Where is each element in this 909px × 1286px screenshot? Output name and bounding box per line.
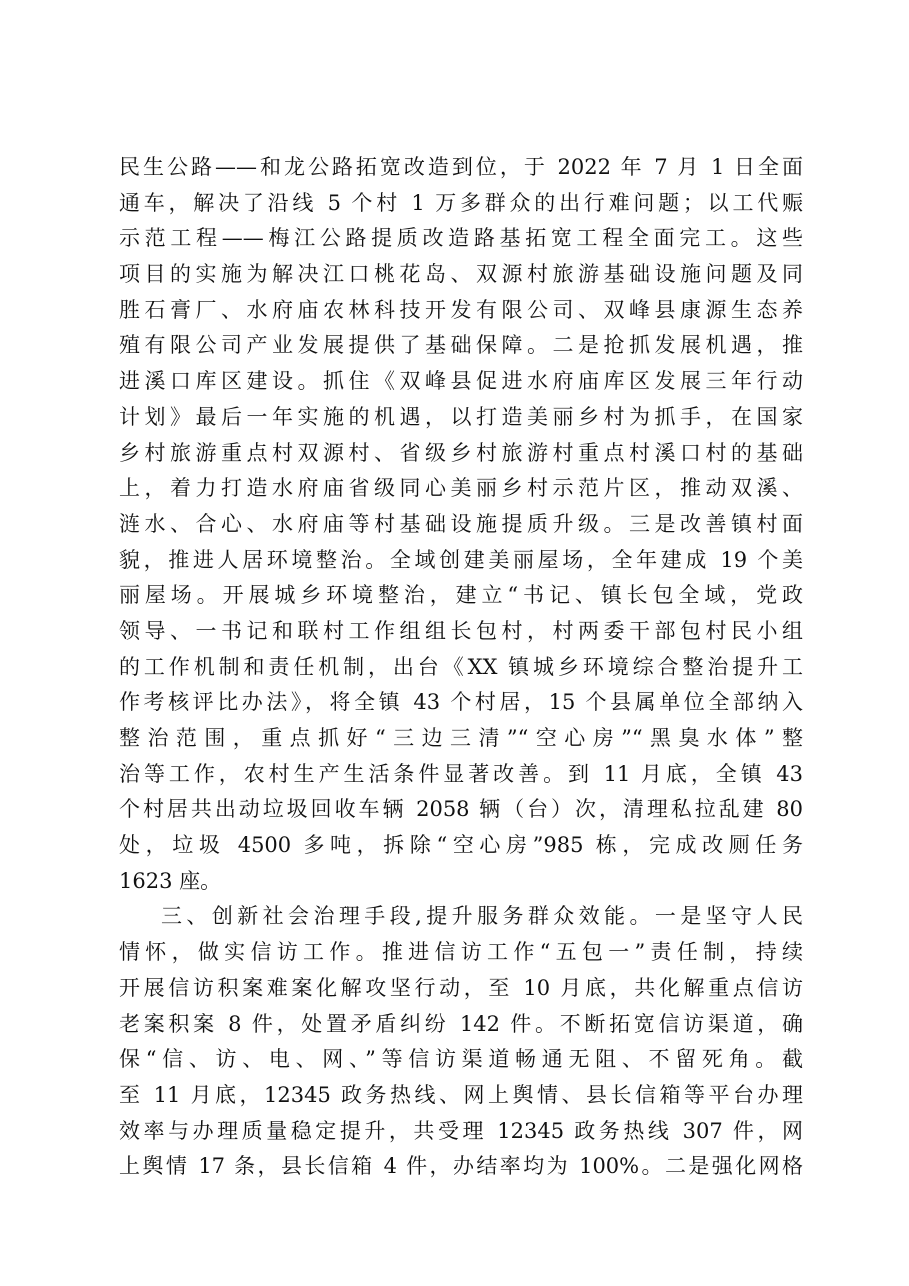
text-line: 示范工程——梅江公路提质改造路基拓宽工程全面完工。这些 <box>119 226 803 251</box>
text-line: 保“信、访、电、网、”等信访渠道畅通无阻、不留死角。截 <box>119 1047 803 1072</box>
text-line: 乡村旅游重点村双源村、省级乡村旅游村重点村溪口村的基础 <box>119 440 803 465</box>
text-line: 治等工作，农村生产生活条件显著改善。到 11 月底，全镇 43 <box>119 761 803 786</box>
text-line: 作考核评比办法》，将全镇 43 个村居，15 个县属单位全部纳入 <box>119 690 803 715</box>
text-line: 貌，推进人居环境整治。全域创建美丽屋场，全年建成 19 个美 <box>119 547 803 572</box>
paragraph-end-line: 1623 座。 <box>119 868 222 893</box>
text-line: 上舆情 17 条，县长信箱 4 件，办结率均为 100%。二是强化网格 <box>119 1154 803 1179</box>
text-line: 处，垃圾 4500 多吨，拆除“空心房”985 栋，完成改厕任务 <box>119 833 803 858</box>
text-line: 的工作机制和责任机制，出台《XX 镇城乡环境综合整治提升工 <box>119 654 803 679</box>
text-line: 个村居共出动垃圾回收车辆 2058 辆（台）次，清理私拉乱建 80 <box>119 797 803 822</box>
text-line: 老案积案 8 件，处置矛盾纠纷 142 件。不断拓宽信访渠道，确 <box>119 1011 803 1036</box>
text-line: 计划》最后一年实施的机遇，以打造美丽乡村为抓手，在国家 <box>119 404 803 429</box>
text-line: 项目的实施为解决江口桃花岛、双源村旅游基础设施问题及同 <box>119 262 803 287</box>
text-line: 殖有限公司产业发展提供了基础保障。二是抢抓发展机遇，推 <box>119 333 803 358</box>
text-line: 整治范围，重点抓好“三边三清”“空心房”“黑臭水体”整 <box>119 726 803 750</box>
text-line: 领导、一书记和联村工作组组长包村，村两委干部包村民小组 <box>119 618 803 643</box>
text-line: 情怀，做实信访工作。推进信访工作“五包一”责任制，持续 <box>119 940 803 965</box>
text-line: 涟水、合心、水府庙等村基础设施提质升级。三是改善镇村面 <box>119 511 803 536</box>
text-line: 通车，解决了沿线 5 个村 1 万多群众的出行难问题；以工代赈 <box>119 190 803 215</box>
text-line: 胜石膏厂、水府庙农林科技开发有限公司、双峰县康源生态养 <box>119 297 803 322</box>
text-line: 丽屋场。开展城乡环境整治，建立“书记、镇长包全域，党政 <box>119 583 803 608</box>
section-heading-line: 三、创新社会治理手段,提升服务群众效能。一是坚守人民 <box>161 904 803 929</box>
text-line: 至 11 月底，12345 政务热线、网上舆情、县长信箱等平台办理 <box>119 1082 803 1107</box>
text-line: 进溪口库区建设。抓住《双峰县促进水府庙库区发展三年行动 <box>119 369 803 394</box>
text-line: 民生公路——和龙公路拓宽改造到位，于 2022 年 7 月 1 日全面 <box>119 155 803 179</box>
text-line: 效率与办理质量稳定提升，共受理 12345 政务热线 307 件，网 <box>119 1118 803 1143</box>
text-line: 开展信访积案难案化解攻坚行动，至 10 月底，共化解重点信访 <box>119 975 803 1000</box>
text-line: 上，着力打造水府庙省级同心美丽乡村示范片区，推动双溪、 <box>119 476 803 501</box>
body-text <box>119 150 803 1185</box>
